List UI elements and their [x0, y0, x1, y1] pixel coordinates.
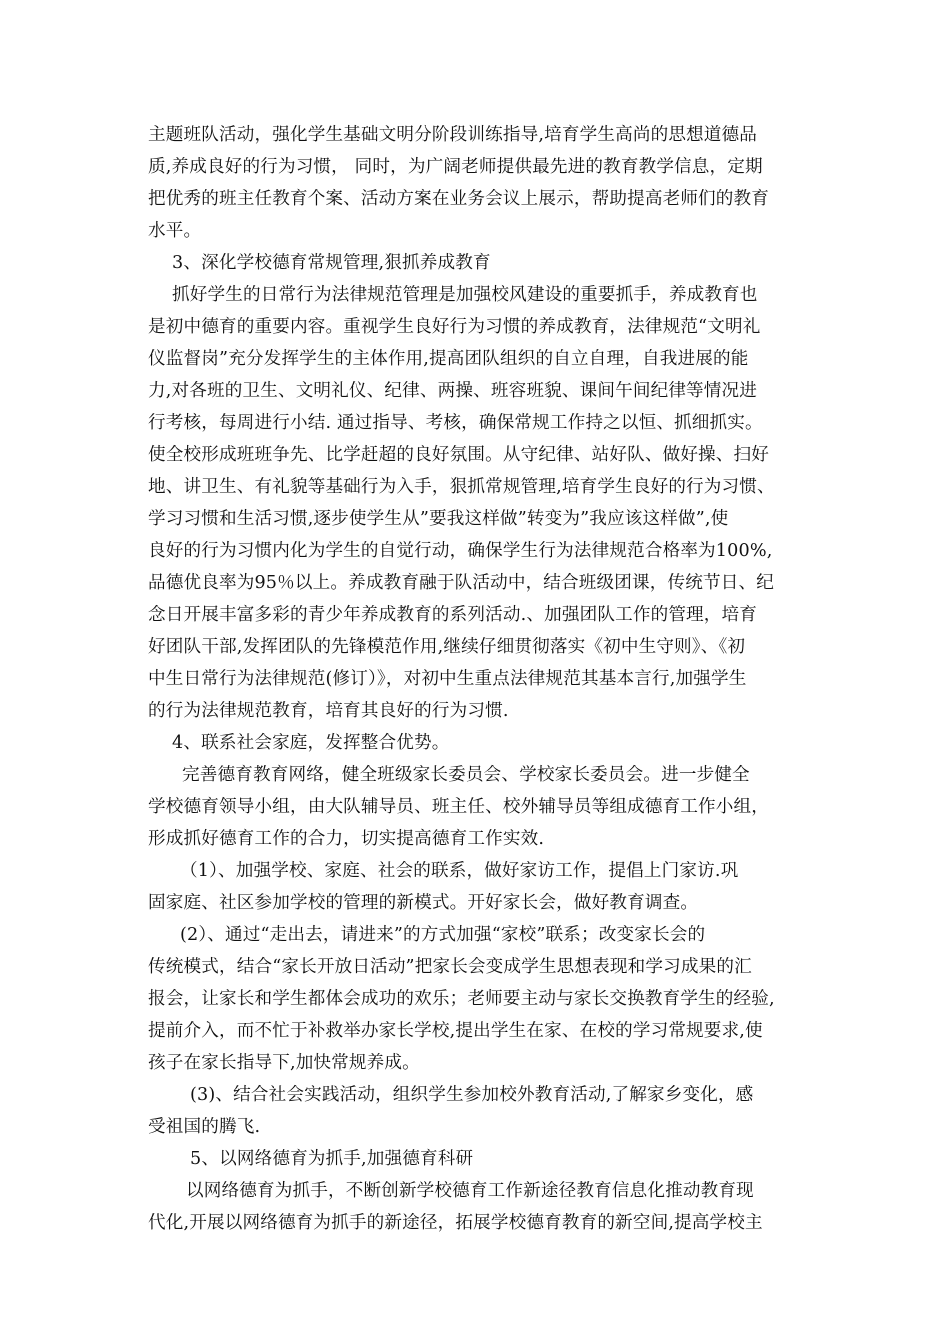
section-heading: 5、以网络德育为抓手,加强德育科研 — [190, 1149, 474, 1169]
text-line: 良好的行为习惯内化为学生的自觉行动，确保学生行为法律规范合格率为100%, — [148, 541, 773, 561]
text-line: 学习习惯和生活习惯,逐步使学生从”要我这样做”转变为”我应该这样做”,使 — [148, 509, 729, 529]
text-line: 形成抓好德育工作的合力，切实提高德育工作实效. — [148, 829, 545, 849]
text-line: (2）、通过“走出去，请进来”的方式加强“家校”联系；改变家长会的 — [180, 925, 706, 945]
text-line: 的行为法律规范教育，培育其良好的行为习惯. — [148, 701, 509, 721]
text-line: 使全校形成班班争先、比学赶超的良好氛围。从守纪律、站好队、做好操、扫好 — [148, 445, 770, 465]
text-line: 好团队干部,发挥团队的先锋模范作用,继续仔细贯彻落实《初中生守则》、《初 — [148, 637, 746, 657]
text-line: 固家庭、社区参加学校的管理的新模式。开好家长会，做好教育调查。 — [148, 893, 699, 913]
text-line: 质,养成良好的行为习惯， 同时，为广阔老师提供最先进的教育教学信息，定期 — [148, 157, 763, 177]
text-line: 学校德育领导小组，由大队辅导员、班主任、校外辅导员等组成德育工作小组， — [148, 797, 770, 817]
text-line: 代化,开展以网络德育为抓手的新途径，拓展学校德育教育的新空间,提高学校主 — [148, 1213, 763, 1233]
text-line: 力,对各班的卫生、文明礼仪、纪律、两操、班容班貌、课间午间纪律等情况进 — [148, 381, 758, 401]
text-line: 是初中德育的重要内容。重视学生良好行为习惯的养成教育，法律规范“文明礼 — [148, 317, 761, 337]
text-line: 品德优良率为95％以上。养成教育融于队活动中，结合班级团课，传统节日、纪 — [148, 573, 774, 593]
text-line: 中生日常行为法律规范(修订）》，对初中生重点法律规范其基本言行,加强学生 — [148, 669, 747, 689]
text-line: (3)、结合社会实践活动，组织学生参加校外教育活动,了解家乡变化，感 — [190, 1085, 754, 1105]
text-line: 行考核，每周进行小结. 通过指导、考核，确保常规工作持之以恒、抓细抓实。 — [148, 413, 763, 433]
text-line: 报会，让家长和学生都体会成功的欢乐；老师要主动与家长交换教育学生的经验, — [148, 989, 775, 1009]
text-line: 孩子在家长指导下,加快常规养成。 — [148, 1053, 420, 1073]
text-line: 主题班队活动，强化学生基础文明分阶段训练指导,培育学生高尚的思想道德品 — [148, 125, 758, 145]
text-line: 传统模式，结合“家长开放日活动”把家长会变成学生思想表现和学习成果的汇 — [148, 957, 752, 977]
text-line: 水平。 — [148, 221, 202, 241]
text-line: 以网络德育为抓手，不断创新学校德育工作新途径教育信息化推动教育现 — [186, 1181, 754, 1201]
section-heading: 4、联系社会家庭，发挥整合优势。 — [172, 733, 450, 753]
text-line: 念日开展丰富多彩的青少年养成教育的系列活动.、加强团队工作的管理，培育 — [148, 605, 758, 625]
text-line: 地、讲卫生、有礼貌等基础行为入手，狠抓常规管理,培育学生良好的行为习惯、 — [148, 477, 775, 497]
text-line: 抓好学生的日常行为法律规范管理是加强校风建设的重要抓手，养成教育也 — [172, 285, 758, 305]
text-line: 仪监督岗”充分发挥学生的主体作用,提高团队组织的自立自理，自我进展的能 — [148, 349, 749, 369]
text-line: 受祖国的腾飞. — [148, 1117, 261, 1137]
text-line: 完善德育教育网络，健全班级家长委员会、学校家长委员会。进一步健全 — [182, 765, 750, 785]
text-line: 把优秀的班主任教育个案、活动方案在业务会议上展示，帮助提高老师们的教育 — [148, 189, 770, 209]
text-line: 提前介入，而不忙于补救举办家长学校,提出学生在家、在校的学习常规要求,使 — [148, 1021, 763, 1041]
section-heading: 3、深化学校德育常规管理,狠抓养成教育 — [172, 253, 491, 273]
text-line: （1）、加强学校、家庭、社会的联系，做好家访工作，提倡上门家访.巩 — [180, 861, 739, 881]
